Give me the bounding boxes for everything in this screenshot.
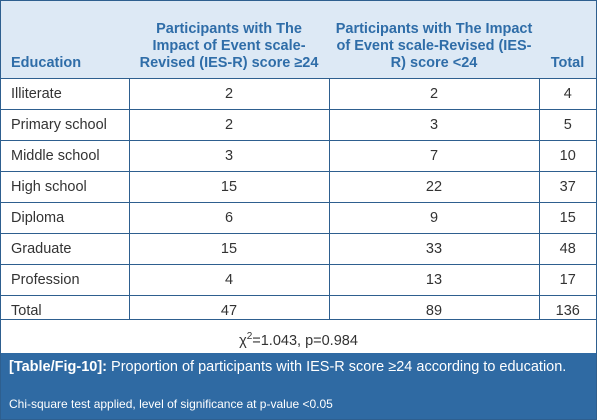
cell-ge24: 2	[129, 79, 329, 110]
cell-education: Profession	[1, 265, 129, 296]
table-row	[1, 203, 596, 234]
table-container	[1, 1, 596, 319]
cell-total: 48	[539, 234, 596, 265]
header-total: Total	[539, 1, 596, 79]
cell-ge24: 6	[129, 203, 329, 234]
cell-lt24: 2	[329, 79, 539, 110]
cell-ge24: 3	[129, 141, 329, 172]
header-ies-r-lt24: Participants with The Impact of Event scale-Revised (IES-R) score <24	[329, 1, 539, 79]
cell-education: Illiterate	[1, 79, 129, 110]
cell-education: High school	[1, 172, 129, 203]
chi-value: =1.043, p=0.984	[252, 332, 358, 349]
table-row	[1, 172, 596, 203]
cell-education: Graduate	[1, 234, 129, 265]
cell-ge24: 15	[129, 172, 329, 203]
cell-lt24: 33	[329, 234, 539, 265]
caption-main	[9, 358, 589, 376]
table-row	[1, 234, 596, 265]
caption-tag: [Table/Fig-10]:	[9, 359, 108, 375]
cell-total: 4	[539, 79, 596, 110]
cell-lt24: 3	[329, 110, 539, 141]
cell-lt24: 89	[329, 296, 539, 327]
cell-lt24: 9	[329, 203, 539, 234]
chi-symbol: χ	[239, 332, 247, 349]
cell-ge24: 15	[129, 234, 329, 265]
table-header-row	[1, 1, 596, 79]
table-row	[1, 79, 596, 110]
education-table	[1, 1, 596, 327]
chi-square-result	[1, 319, 596, 353]
header-education: Education	[1, 1, 129, 79]
cell-lt24: 22	[329, 172, 539, 203]
cell-education: Total	[1, 296, 129, 327]
cell-education: Primary school	[1, 110, 129, 141]
cell-lt24: 7	[329, 141, 539, 172]
header-ies-r-ge24: Participants with The Impact of Event scale-Revised (IES-R) score ≥24	[129, 1, 329, 79]
cell-total: 17	[539, 265, 596, 296]
table-row	[1, 141, 596, 172]
cell-ge24: 2	[129, 110, 329, 141]
table-row	[1, 265, 596, 296]
caption-box	[1, 353, 596, 419]
cell-education: Diploma	[1, 203, 129, 234]
cell-total: 5	[539, 110, 596, 141]
cell-total: 136	[539, 296, 596, 327]
cell-lt24: 13	[329, 265, 539, 296]
cell-ge24: 4	[129, 265, 329, 296]
table-row	[1, 110, 596, 141]
cell-education: Middle school	[1, 141, 129, 172]
cell-total: 15	[539, 203, 596, 234]
caption-note: Chi-square test applied, level of significance at p-value <0.05	[9, 397, 333, 411]
chi-superscript: 2	[246, 331, 253, 342]
cell-total: 10	[539, 141, 596, 172]
cell-total: 37	[539, 172, 596, 203]
cell-ge24: 47	[129, 296, 329, 327]
caption-text: Proportion of participants with IES-R score ≥24 according to education.	[111, 359, 567, 375]
